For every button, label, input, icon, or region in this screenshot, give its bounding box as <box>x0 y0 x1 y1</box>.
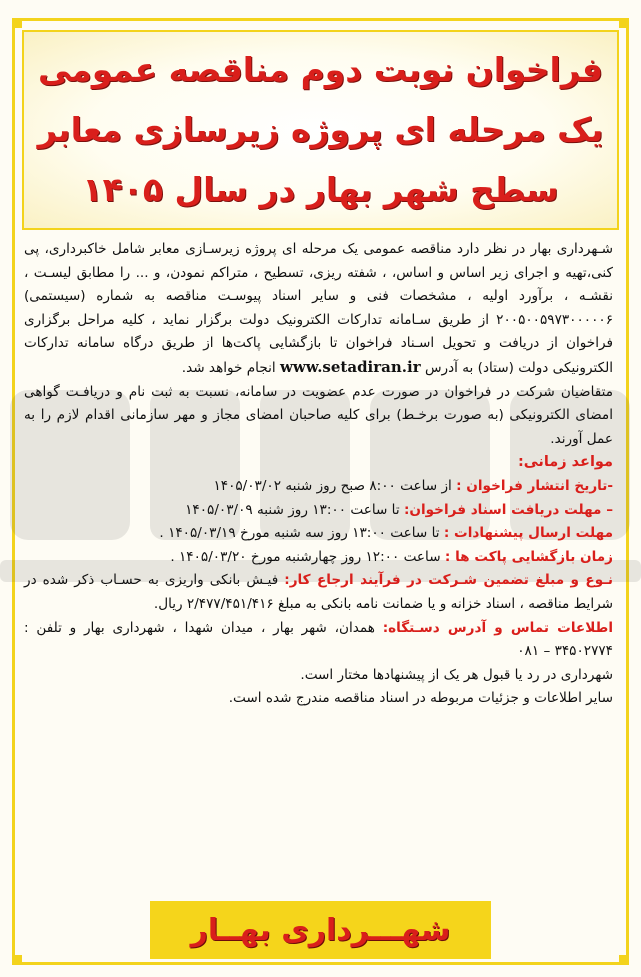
schedule-label: زمان بازگشایی پاکت ها : <box>444 548 613 565</box>
border-corner <box>619 955 629 965</box>
title-banner <box>22 30 619 230</box>
intro-text-end: انجام خواهد شد. <box>181 359 276 376</box>
intro-text: شـهرداری بهار در نظر دارد مناقصه عمومی یک مرحله ای پروژه زیرسـازی معابر شامل خاکبرداری، پی کنی،تهیه و اجرای زیر اساس و اساس، ، شفته ریزی، تسطیح ، متراکم نمودن، و ... را مطابق لیسـت ، نقشـه ، برآورد اولیه ، مشخصات فنی و سایر اسناد پیوسـت مناقصه به شماره (سیستمی) ۲۰۰۵۰۰۵۹۷۳۰۰۰۰۰۶ از طریق سـامانه تدارکات الکترونیک دولت برگزار نماید ، کلیه مراحل برگزاری فراخوان از دریافت و تحویل اسـناد فراخوان تا بازگشایی پاکت‌ها از طریق درگاه سامانه تدارکات الکترونیکی دولت (ستاد) به آدرس <box>24 241 613 376</box>
schedule-value: تا ساعت ۱۳:۰۰ روز سه شنبه مورخ ۱۴۰۵/۰۳/۱۹ . <box>159 525 444 542</box>
schedule-item-documents <box>24 499 613 523</box>
registration-paragraph: متقاضیان شرکت در فراخوان در صورت عدم عضویت در سامانه، نسبت به ثبت نام و دریافـت گواهی امضای الکترونیکی (به صورت برخـط) برای کلیه صاحبان امضای مجاز و مهر سازمانی اقدام لازم را به عمل آورند. <box>24 383 613 447</box>
schedule-item-opening <box>24 546 613 570</box>
border-corner <box>12 955 22 965</box>
border-corner <box>619 18 629 28</box>
title-line-1: فراخوان نوبت دوم مناقصه عمومی <box>38 50 603 89</box>
contact-label: اطلاعات تماس و آدرس دسـتگاه: <box>382 619 614 636</box>
guarantee-value: فیـش بانکی واریزی به حسـاب ذکر شده در شرایط مناقصه ، اسناد خزانه و یا ضمانت نامه بانکی به مبلغ ۲/۴۷۷/۴۵۱/۴۱۶ ریال. <box>24 572 613 612</box>
border-corner <box>12 18 22 28</box>
schedule-item-publish <box>24 475 613 499</box>
contact-paragraph <box>24 617 613 664</box>
schedule-value: تا ساعت ۱۳:۰۰ روز شنبه ۱۴۰۵/۰۳/۰۹ <box>185 501 404 518</box>
note-reject-accept: شهرداری در رد یا قبول هر یک از پیشنهادها مختار است. <box>300 666 613 683</box>
intro-paragraph <box>24 238 613 381</box>
notice-body <box>24 238 613 711</box>
guarantee-paragraph <box>24 569 613 616</box>
schedule-value: ساعت ۱۲:۰۰ روز چهارشنبه مورخ ۱۴۰۵/۰۳/۲۰ . <box>170 548 445 565</box>
schedule-heading: مواعد زمانی: <box>517 454 613 471</box>
signature-band <box>150 901 491 959</box>
municipality-signature: شهـــرداری بهــار <box>190 912 451 948</box>
guarantee-label: نـوع و مبلغ تضمین شـرکت در فرآیند ارجاع کار: <box>284 572 613 589</box>
contact-value: همدان، شهر بهار ، میدان شهدا ، شهرداری بهار و تلفن : ۳۴۵۰۲۷۷۴ – ۰۸۱ <box>24 619 613 660</box>
title-line-3: سطح شهر بهار در سال ۱۴۰۵ <box>82 170 559 209</box>
schedule-item-submission <box>24 522 613 546</box>
schedule-value: از ساعت ۸:۰۰ صبح روز شنبه ۱۴۰۵/۰۳/۰۲ <box>213 477 457 494</box>
schedule-label: -تاریخ انتشار فراخوان : <box>456 477 613 494</box>
title-line-2: یک مرحله ای پروژه زیرسازی معابر <box>37 110 604 149</box>
setadiran-link[interactable]: www.setadiran.ir <box>279 357 421 376</box>
schedule-label: مهلت ارسال پیشنهادات : <box>443 525 613 542</box>
note-other-info: سایر اطلاعات و جزئیات مربوطه در اسناد مناقصه مندرج شده است. <box>228 690 613 707</box>
schedule-label: – مهلت دریافت اسناد فراخوان: <box>403 501 613 518</box>
